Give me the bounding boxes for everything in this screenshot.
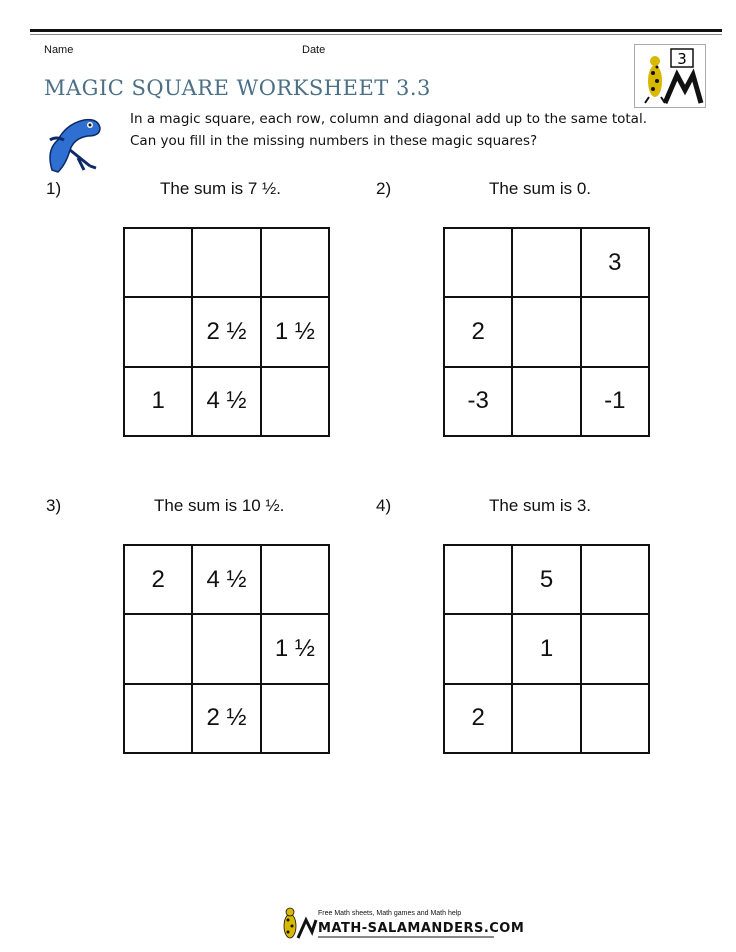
magic-square-2 — [443, 227, 650, 437]
square-2-cell[interactable] — [581, 297, 649, 366]
square-1-cell[interactable]: 4 ½ — [192, 367, 260, 436]
square-1-cell[interactable] — [124, 297, 192, 366]
square-3-cell[interactable]: 2 — [124, 545, 192, 614]
top-rule — [30, 29, 722, 32]
magic-square-1 — [123, 227, 330, 437]
square-4-cell[interactable] — [581, 684, 649, 753]
square-3-cell[interactable]: 2 ½ — [192, 684, 260, 753]
square-1-cell[interactable] — [261, 367, 329, 436]
square-4-cell[interactable] — [444, 545, 512, 614]
name-label: Name — [44, 44, 74, 56]
square-2-cell[interactable]: -1 — [581, 367, 649, 436]
instructions — [130, 108, 647, 152]
instructions-line-2: Can you fill in the missing numbers in these magic squares? — [130, 133, 538, 149]
grade-logo — [634, 44, 706, 108]
question-2-number: 2) — [376, 179, 392, 198]
instructions-line-1: In a magic square, each row, column and diagonal add up to the same total. — [130, 111, 648, 127]
square-4-cell[interactable] — [581, 614, 649, 683]
question-3-sum: The sum is 10 ½. — [154, 496, 285, 515]
square-1-cell[interactable] — [192, 228, 260, 297]
question-1-number: 1) — [46, 179, 62, 198]
square-1-cell[interactable] — [261, 228, 329, 297]
question-4-number: 4) — [376, 496, 392, 515]
square-4-cell[interactable] — [581, 545, 649, 614]
square-4-cell[interactable]: 1 — [512, 614, 580, 683]
top-rule-thin — [30, 34, 722, 35]
square-3-cell[interactable] — [124, 684, 192, 753]
date-label: Date — [302, 44, 326, 56]
square-2-cell[interactable] — [444, 228, 512, 297]
square-3-cell[interactable]: 1 ½ — [261, 614, 329, 683]
square-2-cell[interactable]: 3 — [581, 228, 649, 297]
square-2-cell[interactable]: 2 — [444, 297, 512, 366]
square-2-cell[interactable]: -3 — [444, 367, 512, 436]
square-3-cell[interactable] — [261, 545, 329, 614]
square-2-cell[interactable] — [512, 228, 580, 297]
question-4-sum: The sum is 3. — [489, 496, 592, 515]
blue-salamander-icon — [44, 110, 104, 176]
square-3-cell[interactable] — [261, 684, 329, 753]
square-1-cell[interactable]: 1 ½ — [261, 297, 329, 366]
footer-brand[interactable]: MATH-SALAMANDERS.COM — [318, 921, 525, 936]
magic-square-4 — [443, 544, 650, 754]
footer-tagline: Free Math sheets, Math games and Math help — [318, 910, 462, 917]
square-4-cell[interactable]: 5 — [512, 545, 580, 614]
square-3-cell[interactable] — [124, 614, 192, 683]
square-1-cell[interactable]: 2 ½ — [192, 297, 260, 366]
square-3-cell[interactable] — [192, 614, 260, 683]
square-4-cell[interactable]: 2 — [444, 684, 512, 753]
salamander-logo-icon — [635, 45, 705, 107]
question-3-number: 3) — [46, 496, 62, 515]
square-1-cell[interactable] — [124, 228, 192, 297]
question-2-sum: The sum is 0. — [489, 179, 592, 198]
question-1-sum: The sum is 7 ½. — [160, 179, 281, 198]
page-title: MAGIC SQUARE WORKSHEET 3.3 — [44, 76, 431, 100]
square-2-cell[interactable] — [512, 367, 580, 436]
square-3-cell[interactable]: 4 ½ — [192, 545, 260, 614]
square-4-cell[interactable] — [512, 684, 580, 753]
square-1-cell[interactable]: 1 — [124, 367, 192, 436]
square-2-cell[interactable] — [512, 297, 580, 366]
square-4-cell[interactable] — [444, 614, 512, 683]
magic-square-3 — [123, 544, 330, 754]
logo-number: 3 — [677, 50, 687, 68]
